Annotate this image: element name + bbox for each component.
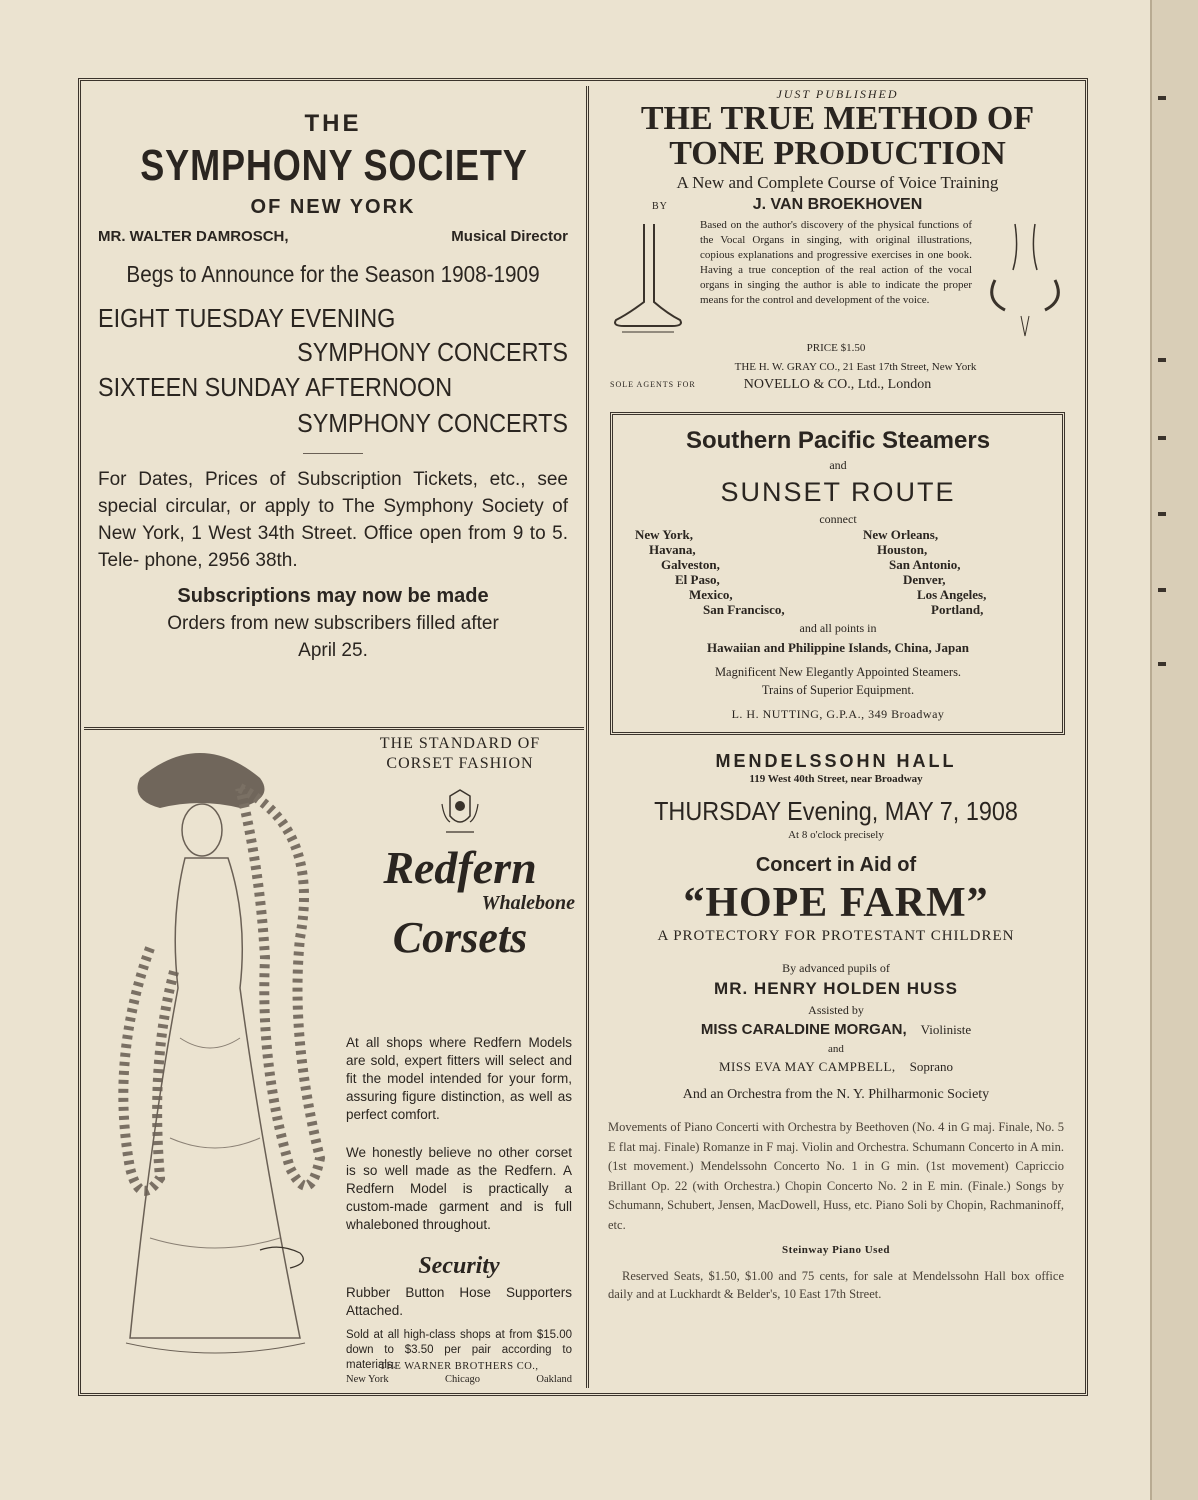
port: Galveston, (661, 557, 720, 572)
henry-huss: MR. HENRY HOLDEN HUSS (714, 979, 958, 998)
reserved-seats: Reserved Seats, $1.50, $1.00 and 75 cents, for sale at Mendelssohn Hall box office daily and at Luckhardt & Belder's, 10 East 17th Street. (608, 1269, 1064, 1301)
lady-in-gown-illustration-icon (90, 738, 340, 1378)
symphony-info: For Dates, Prices of Subscription Tickets, etc., see special circular, or apply to The Symphony Society of New York, 1 West 34th Street. Office open from 9 to 5. Tele- phone, 2956 38th. (98, 469, 568, 571)
standard-line1: THE STANDARD OF (379, 735, 541, 752)
series1-line2: SYMPHONY CONCERTS (297, 337, 568, 367)
city: Oakland (536, 1374, 572, 1385)
and-line: and (828, 1043, 844, 1055)
next-page-edge (1150, 0, 1198, 1500)
steamers-title: Southern Pacific Steamers (685, 427, 991, 454)
southern-pacific-ad (610, 412, 1065, 735)
method-subtitle: A New and Complete Course of Voice Training (676, 173, 999, 192)
port: Houston, (877, 542, 928, 557)
morgan-name: MISS CARALDINE MORGAN, (700, 1021, 907, 1038)
maker-cities (346, 1373, 572, 1386)
standard-line2: CORSET FASHION (386, 755, 534, 772)
series2-line2: SYMPHONY CONCERTS (297, 408, 568, 438)
security-logo: Security (418, 1253, 500, 1279)
steamers-connect: connect (819, 512, 857, 526)
hall-name: MENDELSSOHN HALL (715, 751, 957, 771)
director-line (98, 228, 568, 245)
symphony-of-ny: OF NEW YORK (250, 196, 416, 218)
larynx-illustration-icon (985, 220, 1065, 340)
just-published: JUST PUBLISHED (776, 87, 899, 101)
corsets-logo: Corsets (392, 913, 528, 962)
concert-date: THURSDAY Evening, MAY 7, 1908 (654, 796, 1018, 826)
all-points: and all points in (799, 621, 877, 635)
concert-aid: Concert in Aid of (755, 854, 917, 876)
method-title-2: TONE PRODUCTION (669, 135, 1006, 172)
royal-crest-icon (438, 788, 482, 838)
throat-illustration-icon (608, 222, 688, 342)
port-columns (623, 527, 1053, 619)
method-author: J. VAN BROEKHOVEN (752, 196, 923, 213)
morgan-line (604, 1018, 1068, 1042)
rubber-button: Rubber Button Hose Supporters Attached. (346, 1285, 572, 1318)
orders-date: April 25. (298, 640, 368, 661)
port: San Francisco, (703, 602, 785, 617)
concert-time: At 8 o'clock precisely (788, 829, 884, 841)
true-method-ad (600, 86, 1075, 393)
subscriptions-open: Subscriptions may now be made (177, 585, 489, 607)
sunset-route: SUNSET ROUTE (720, 477, 956, 507)
assisted-by: Assisted by (808, 1003, 864, 1017)
port: Havana, (649, 542, 696, 557)
method-description: Based on the author's discovery of the physical functions of the Vocal Organs in singing, with original illustrations, copious explanations and progressive exercises in one book. Having a true conception of the real action of the vocal organs in singing the author is able to indicate the proper means for the control and development of the voice. (700, 219, 972, 306)
agents-name: NOVELLO & CO., Ltd., London (743, 377, 932, 392)
hall-address: 119 West 40th Street, near Broadway (749, 773, 923, 785)
mendelssohn-hall-ad (604, 750, 1068, 1303)
program: Movements of Piano Concerti with Orchestra by Beethoven (No. 4 in G maj. Finale, No. 5 E flat maj. Finale) Romanze in F maj. Violin and Orchestra. Schumann Concerto in A min. (1st movement.) Mendelssohn Concerto No. 1 in G min. (1st movement) Capriccio Brillant Op. 22 (with Orchestra.) Chopin Concerto No. 2 in E min. (Finale.) Songs by Schumann, Schubert, Jensen, MacDowell, Huss, etc. Piano Soli by Chopin, Rachmaninoff, etc. (608, 1120, 1064, 1232)
steamers-line2: Trains of Superior Equipment. (761, 683, 915, 697)
method-publisher: THE H. W. GRAY CO., 21 East 17th Street, New York (734, 361, 977, 373)
port: Mexico, (689, 587, 733, 602)
redfern-para1: At all shops where Redfern Models are sold, expert fitters will select and fit the model intended for your form, assuring figure distinction, as well as perfect comfort. (346, 1035, 572, 1122)
redfern-corset-ad (90, 734, 580, 1388)
symphony-the: THE (304, 110, 362, 137)
campbell-name: MISS EVA MAY CAMPBELL, (718, 1059, 896, 1074)
redfern-para2: We honestly believe no other corset is so well made as the Redfern. A Redfern Model is practically a custom-made garment and is full whaleboned throughout. (346, 1145, 572, 1232)
port: San Antonio, (889, 557, 961, 572)
warner-brothers: THE WARNER BROTHERS CO., (379, 1361, 539, 1372)
symphony-society-ad (98, 110, 568, 664)
method-body (600, 218, 1075, 353)
city: New York (346, 1374, 389, 1385)
port: New Orleans, (863, 527, 939, 542)
season-announce: Begs to Announce for the Season 1908-1909 (126, 261, 540, 287)
hope-farm: “HOPE FARM” (683, 880, 989, 926)
steamers-and: and (829, 458, 847, 472)
method-agents (600, 375, 1075, 393)
advanced-pupils: By advanced pupils of (782, 961, 890, 975)
steinway-used: Steinway Piano Used (782, 1244, 890, 1256)
series2-line1: SIXTEEN SUNDAY AFTERNOON (98, 372, 453, 402)
sold-at: Sold at all high-class shops at from $15.00 down to $3.50 per pair according to materials. (346, 1329, 572, 1371)
ports-right (863, 527, 1063, 617)
method-title-1: THE TRUE METHOD OF (640, 100, 1035, 137)
method-price: PRICE $1.50 (806, 342, 866, 354)
series1-line1: EIGHT TUESDAY EVENING (98, 303, 396, 333)
symphony-title: SYMPHONY SOCIETY (140, 141, 528, 190)
steamers-line1: Magnificent New Elegantly Appointed Steamers. (714, 665, 962, 679)
method-byline (600, 196, 1075, 218)
port: Denver, (903, 572, 946, 587)
orders-note: Orders from new subscribers filled after (167, 613, 499, 634)
protectory: A PROTECTORY FOR PROTESTANT CHILDREN (657, 928, 1015, 944)
column-divider (586, 86, 589, 1388)
campbell-role: Soprano (909, 1059, 954, 1074)
morgan-role: Violiniste (920, 1022, 972, 1037)
city: Chicago (445, 1374, 480, 1385)
campbell-line (604, 1056, 1068, 1078)
steamers-agent: L. H. NUTTING, G.P.A., 349 Broadway (731, 707, 945, 721)
redfern-logo: Redfern (383, 842, 537, 893)
ports-left (635, 527, 835, 617)
whalebone-logo: Whalebone (481, 892, 575, 914)
method-by: BY (652, 201, 668, 212)
director-name: MR. WALTER DAMROSCH, (98, 228, 289, 245)
sole-agents-label: SOLE AGENTS FOR (610, 380, 696, 389)
port: El Paso, (675, 572, 720, 587)
director-title: Musical Director (451, 228, 568, 245)
section-divider (84, 727, 584, 730)
port: Portland, (931, 602, 984, 617)
port: New York, (635, 527, 694, 542)
orchestra-line: And an Orchestra from the N. Y. Philharmonic Society (682, 1087, 990, 1102)
islands-line: Hawaiian and Philippine Islands, China, Japan (707, 640, 969, 655)
port: Los Angeles, (917, 587, 987, 602)
